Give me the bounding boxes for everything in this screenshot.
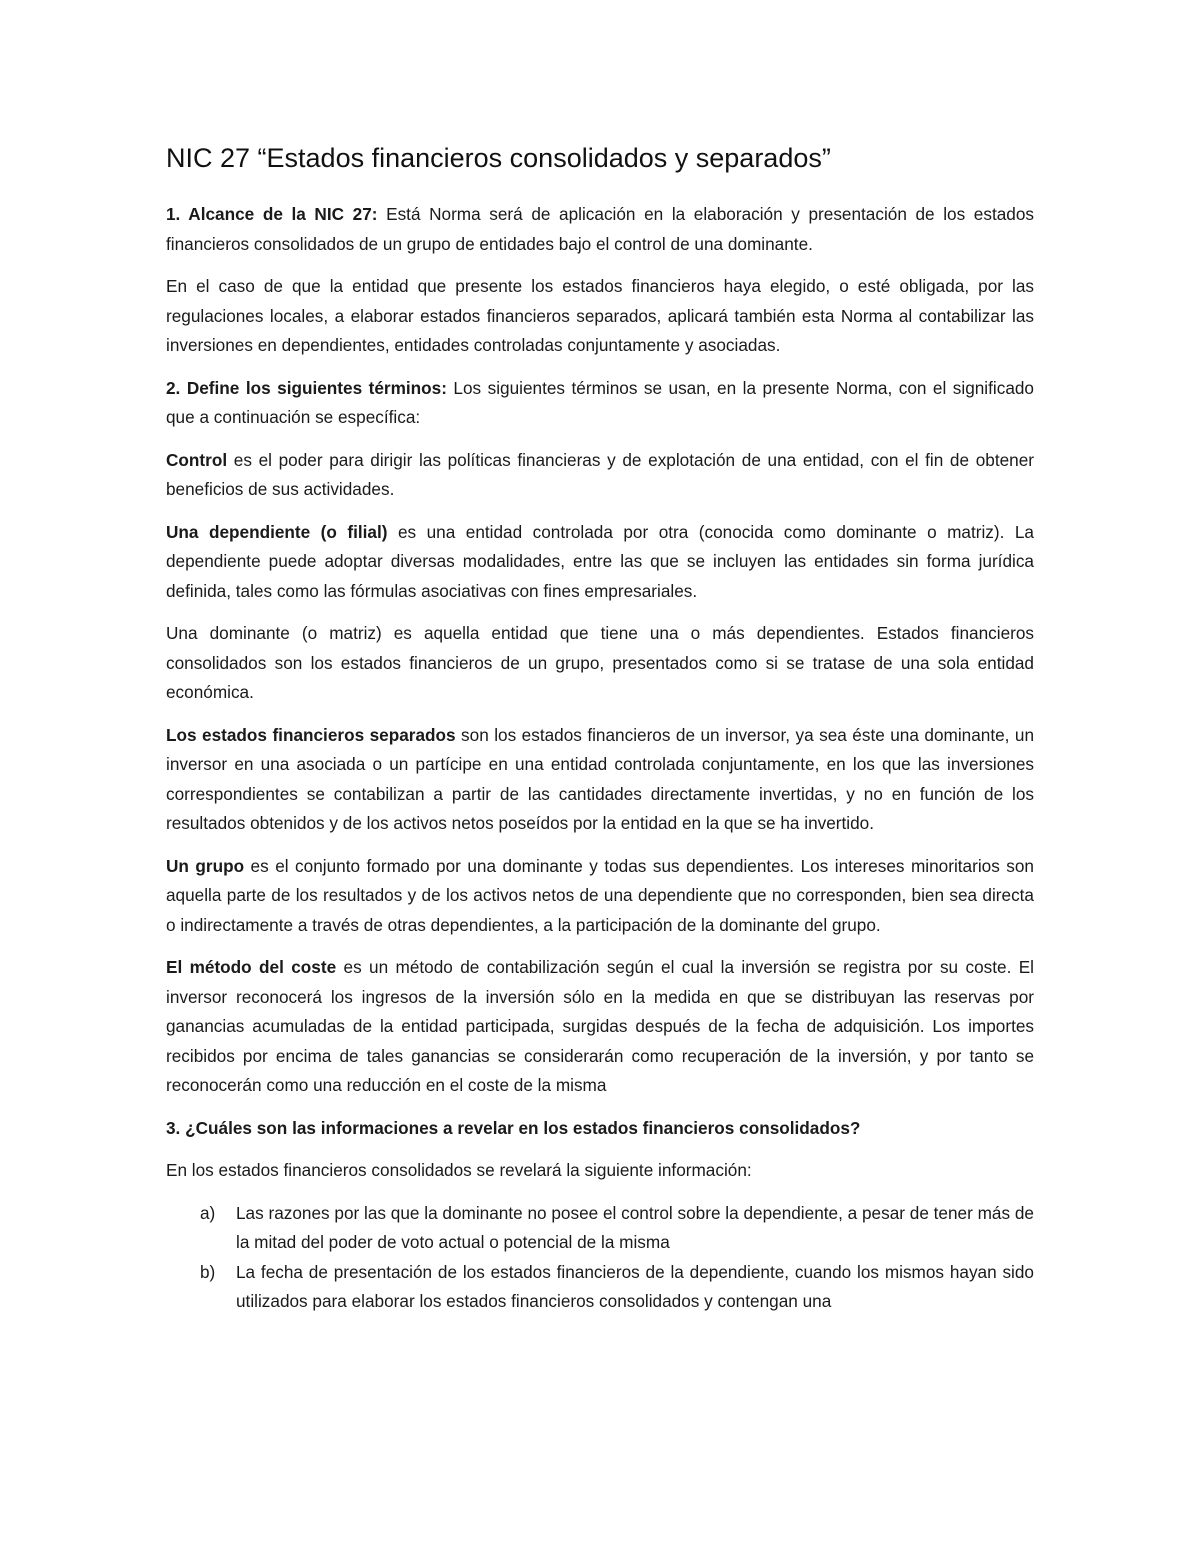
paragraph-define-terminos bbox=[166, 374, 1034, 433]
list-item bbox=[166, 1258, 1034, 1317]
term-heading: Los estados financieros separados bbox=[166, 724, 456, 745]
paragraph-estados-separados bbox=[166, 721, 1034, 839]
paragraph-alcance bbox=[166, 200, 1034, 259]
term-heading: Control bbox=[166, 449, 228, 470]
document-page bbox=[166, 138, 1034, 1317]
list-item-text: La fecha de presentación de los estados financieros de la dependiente, cuando los mismos hayan sido utilizados para elaborar los estados financieros consolidados y contengan una bbox=[236, 1261, 1034, 1311]
disclosure-list bbox=[166, 1199, 1034, 1317]
document-title: NIC 27 “Estados financieros consolidados y separados” bbox=[166, 143, 831, 173]
paragraph-metodo-coste bbox=[166, 953, 1034, 1101]
paragraph-caso-separados bbox=[166, 272, 1034, 361]
paragraph-heading: 2. Define los siguientes términos: bbox=[166, 377, 447, 398]
paragraph-grupo bbox=[166, 852, 1034, 941]
list-item bbox=[166, 1199, 1034, 1258]
term-heading: Una dependiente (o filial) bbox=[166, 521, 388, 542]
list-marker: a) bbox=[200, 1202, 216, 1223]
list-item-text: Las razones por las que la dominante no posee el control sobre la dependiente, a pesar de tener más de la mitad del poder de voto actual o potencial de la misma bbox=[236, 1202, 1034, 1252]
paragraph-text: es un método de contabilización según el cual la inversión se registra por su coste. El inversor reconocerá los ingresos de la inversión sólo en la medida en que se distribuyan las reservas por ganancias acumuladas de la entidad participada, surgidas después de la fecha de adquisición. Los importes recibidos por encima de tales ganancias se considerarán como recuperación de la inversión, y por tanto se reconocerán como una reducción en el coste de la misma bbox=[166, 957, 1034, 1095]
term-heading: Un grupo bbox=[166, 855, 245, 876]
paragraph-text: son los estados financieros de un inversor, ya sea éste una dominante, un inversor en una asociada o un partícipe en una entidad controlada conjuntamente, en los que las inversiones correspondientes se contabilizan a partir de las cantidades directamente invertidas, y no en función de los resultados obtenidos y de los activos netos poseídos por la entidad en la que se ha invertido. bbox=[166, 724, 1035, 833]
paragraph-dominante bbox=[166, 619, 1034, 708]
paragraph-text: Una dominante (o matriz) es aquella entidad que tiene una o más dependientes. Estados financieros consolidados son los estados financieros de un grupo, presentados como si se tratase de una sola entidad económica. bbox=[166, 623, 1034, 702]
paragraph-dependiente bbox=[166, 518, 1034, 607]
paragraph-informaciones-revelar bbox=[166, 1114, 1034, 1144]
paragraph-revelara bbox=[166, 1156, 1034, 1186]
paragraph-text: es el conjunto formado por una dominante y todas sus dependientes. Los intereses minoritarios son aquella parte de los resultados y de los activos netos de una dependiente que no corresponden, bien sea directa o indirectamente a través de otras dependientes, a la participación de la dominante del grupo. bbox=[166, 855, 1034, 935]
list-marker: b) bbox=[200, 1261, 216, 1282]
term-heading: El método del coste bbox=[166, 957, 337, 977]
paragraph-control bbox=[166, 446, 1034, 505]
paragraph-text: es una entidad controlada por otra (conocida como dominante o matriz). La dependiente puede adoptar diversas modalidades, entre las que se incluyen las entidades sin forma jurídica definida, tales como las fórmulas asociativas con fines empresariales. bbox=[166, 521, 1034, 601]
paragraph-text: es el poder para dirigir las políticas financieras y de explotación de una entidad, con el fin de obtener beneficios de sus actividades. bbox=[166, 449, 1034, 499]
paragraph-text: Los siguientes términos se usan, en la presente Norma, con el significado que a continuación se específica: bbox=[166, 377, 1034, 427]
paragraph-text: En el caso de que la entidad que presente los estados financieros haya elegido, o esté obligada, por las regulaciones locales, a elaborar estados financieros separados, aplicará también esta Norma al contabilizar las inversiones en dependientes, entidades controladas conjuntamente y asociadas. bbox=[166, 276, 1034, 355]
section-heading: 3. ¿Cuáles son las informaciones a revelar en los estados financieros consolidados? bbox=[166, 1117, 861, 1138]
paragraph-text: Está Norma será de aplicación en la elaboración y presentación de los estados financieros consolidados de un grupo de entidades bajo el control de una dominante. bbox=[166, 204, 1035, 254]
paragraph-heading: 1. Alcance de la NIC 27: bbox=[166, 204, 378, 224]
paragraph-text: En los estados financieros consolidados se revelará la siguiente información: bbox=[166, 1160, 752, 1180]
